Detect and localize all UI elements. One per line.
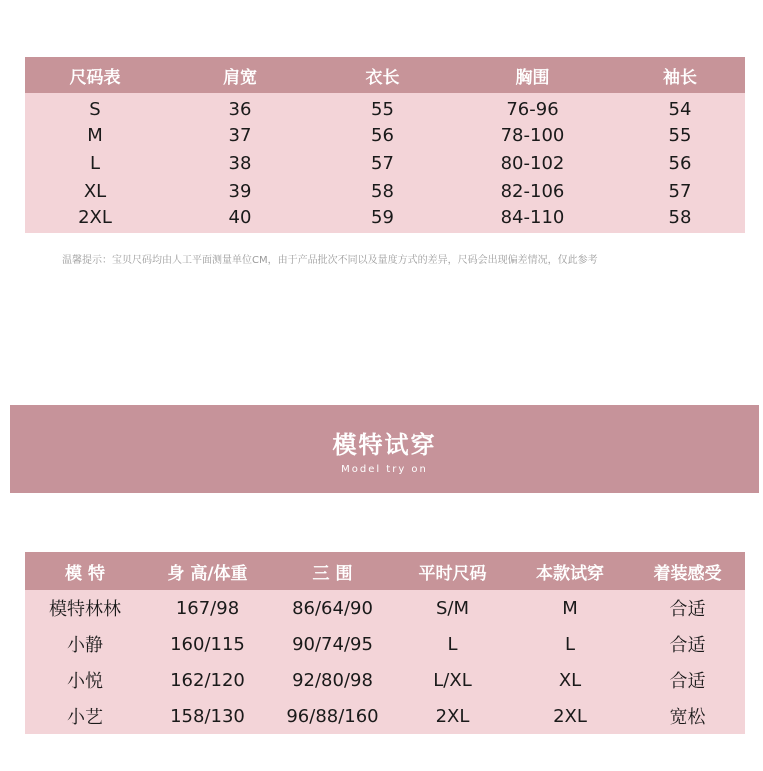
sleeve-cell: 55 [668,124,692,146]
size-cell: M [87,124,103,146]
model-header-name: 模 特 [65,563,105,584]
size-header-sleeve: 袖长 [663,67,697,88]
sleeve-cell: 54 [668,98,692,120]
length-cell: 55 [371,98,394,120]
tried-size-cell: 2XL [553,705,587,727]
model-try-on-banner [10,405,759,493]
model-header-usual-size: 平时尺码 [418,563,487,584]
bust-cell: 80-102 [500,152,565,174]
bust-cell: 82-106 [500,180,565,202]
fit-cell: 合适 [669,671,706,692]
length-cell: 56 [371,124,394,146]
tried-size-cell: L [564,633,576,655]
model-name-cell: 小悦 [67,671,103,692]
tried-size-cell: XL [558,669,582,691]
sleeve-cell: 56 [668,152,692,174]
fit-cell: 合适 [669,635,706,656]
size-header-length: 衣长 [365,67,400,88]
shoulder-cell: 38 [228,152,252,174]
shoulder-cell: 40 [228,207,252,228]
shoulder-cell: 36 [228,98,252,120]
height-weight-cell: 158/130 [170,705,245,727]
height-weight-cell: 162/120 [170,669,245,691]
size-header-size: 尺码表 [69,67,121,88]
size-cell: 2XL [78,207,112,228]
sleeve-cell: 57 [668,180,692,202]
table-row [25,205,745,233]
bust-cell: 76-96 [506,98,559,120]
tried-size-cell: M [562,597,578,619]
measurements-cell: 96/88/160 [286,705,379,727]
size-note: 温馨提示：宝贝尺码均由人工平面测量单位CM，由于产品批次不同以及量度方式的差异，尺码会出现偏差情况，仅此参考 [62,255,598,266]
table-row [25,177,745,205]
bust-cell: 78-100 [500,124,565,146]
table-row [25,93,745,121]
shoulder-cell: 39 [228,180,252,202]
size-chart-header-row [25,57,745,93]
model-header-height-weight: 身 高/体重 [167,563,248,584]
length-cell: 59 [371,207,394,228]
usual-size-cell: L [447,633,458,655]
size-chart-table [25,57,745,233]
model-header-fit: 着装感受 [653,563,722,584]
size-header-shoulder: 肩宽 [223,67,257,88]
model-try-on-table [25,552,745,734]
banner-title: 模特试穿 [332,431,437,459]
model-name-cell: 小艺 [67,707,103,728]
length-cell: 57 [371,152,394,174]
model-name-cell: 模特林林 [49,599,121,620]
size-cell: S [89,98,101,120]
sleeve-cell: 58 [668,207,692,228]
table-row [25,626,745,662]
length-cell: 58 [371,180,394,202]
measurements-cell: 90/74/95 [292,633,373,655]
fit-cell: 合适 [669,599,706,620]
measurements-cell: 86/64/90 [292,597,373,619]
fit-cell: 宽松 [669,707,706,728]
table-row [25,121,745,149]
table-row [25,590,745,626]
bust-cell: 84-110 [500,207,565,228]
table-row [25,698,745,734]
size-cell: L [89,152,101,174]
table-row [25,149,745,177]
banner-subtitle: Model try on [341,464,428,475]
measurements-cell: 92/80/98 [292,669,373,691]
usual-size-cell: S/M [435,597,470,619]
size-header-bust: 胸围 [515,67,550,88]
table-row [25,662,745,698]
height-weight-cell: 160/115 [170,633,245,655]
model-header-measurements: 三 围 [312,563,353,584]
model-table-header-row [25,552,745,590]
shoulder-cell: 37 [228,124,252,146]
usual-size-cell: L/XL [433,669,472,691]
size-cell: XL [83,180,107,202]
model-header-tried-size: 本款试穿 [536,563,604,584]
usual-size-cell: 2XL [435,705,470,727]
model-name-cell: 小静 [67,635,103,656]
height-weight-cell: 167/98 [175,597,240,619]
